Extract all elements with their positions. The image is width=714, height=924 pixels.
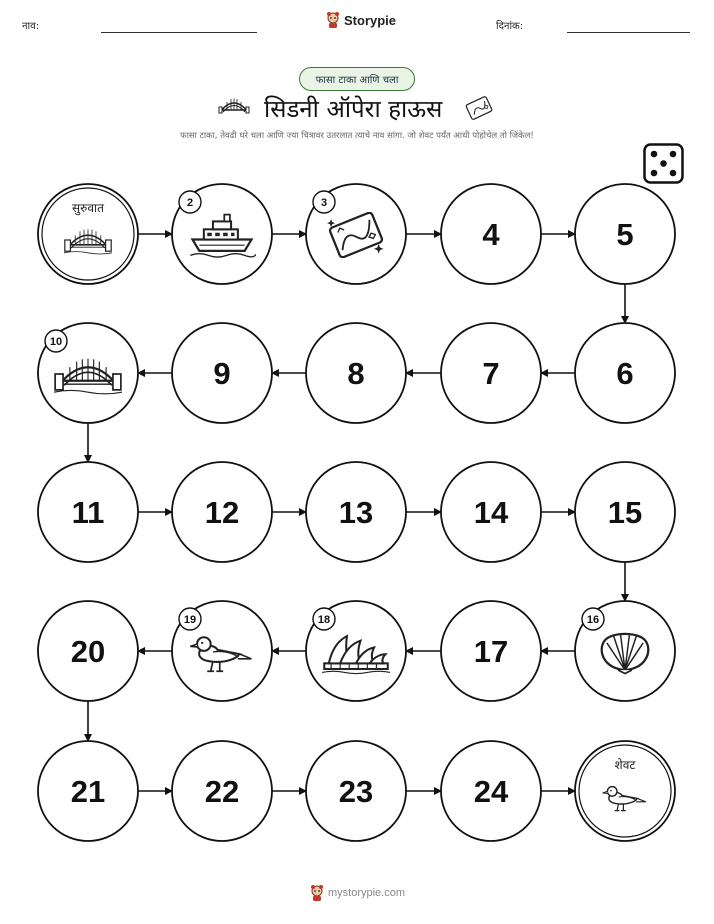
name-label: नाव: — [22, 21, 40, 32]
space-number: 12 — [204, 495, 240, 530]
board-space-22[interactable] — [172, 741, 272, 841]
footer-url[interactable]: mystorypie.com — [328, 887, 406, 899]
board-space-12[interactable] — [172, 462, 272, 562]
space-number: 17 — [473, 634, 509, 669]
board-space-3[interactable] — [306, 184, 406, 284]
space-number: 16 — [586, 614, 600, 626]
board-space-5[interactable] — [575, 184, 675, 284]
board-space-7[interactable] — [441, 323, 541, 423]
board-space-16[interactable] — [575, 601, 675, 701]
space-number: 4 — [482, 217, 500, 252]
board-space-18[interactable] — [306, 601, 406, 701]
board-space-13[interactable] — [306, 462, 406, 562]
board-space-9[interactable] — [172, 323, 272, 423]
board-space-25[interactable] — [575, 741, 675, 841]
space-number: 15 — [607, 495, 643, 530]
board-space-17[interactable] — [441, 601, 541, 701]
space-number: 22 — [204, 774, 240, 809]
space-number: 5 — [616, 217, 634, 252]
brand-name: Storypie — [344, 12, 397, 28]
board-space-11[interactable] — [38, 462, 138, 562]
board-space-8[interactable] — [306, 323, 406, 423]
space-number: 21 — [70, 774, 106, 809]
space-number: 9 — [213, 356, 231, 391]
footer — [310, 885, 405, 901]
space-number: 14 — [473, 495, 509, 530]
space-number: 18 — [317, 614, 331, 626]
space-number: 3 — [320, 197, 328, 209]
space-number: 11 — [71, 495, 105, 530]
board-space-21[interactable] — [38, 741, 138, 841]
board-space-14[interactable] — [441, 462, 541, 562]
finish-label: शेवट — [614, 758, 636, 772]
board-space-15[interactable] — [575, 462, 675, 562]
game-type-pill: फासा टाका आणि चला — [299, 67, 415, 91]
page-title: सिडनी ऑपेरा हाऊस — [264, 95, 443, 123]
space-number: 20 — [70, 634, 106, 669]
space-number: 23 — [338, 774, 374, 809]
board-space-1[interactable] — [38, 184, 138, 284]
board-space-20[interactable] — [38, 601, 138, 701]
space-number: 6 — [616, 356, 634, 391]
board-space-19[interactable] — [172, 601, 272, 701]
board-space-10[interactable] — [38, 323, 138, 423]
start-label: सुरुवात — [72, 201, 104, 215]
space-number: 2 — [186, 197, 194, 209]
instructions: फासा टाका, तेवढी घरे चला आणि ज्या चित्रावर उतरलात त्याचे नाव सांगा. जो शेवट पर्यंत आधी पोहोचेल तो जिंकेल! — [180, 131, 534, 141]
board-space-2[interactable] — [172, 184, 272, 284]
board-space-6[interactable] — [575, 323, 675, 423]
board-space-4[interactable] — [441, 184, 541, 284]
space-number: 7 — [482, 356, 500, 391]
space-number: 8 — [347, 356, 365, 391]
storypie-mascot-footer-icon — [310, 885, 324, 901]
space-number: 19 — [183, 614, 197, 626]
board-space-24[interactable] — [441, 741, 541, 841]
board-space-23[interactable] — [306, 741, 406, 841]
space-number: 13 — [338, 495, 374, 530]
space-number: 24 — [473, 774, 509, 809]
space-number: 10 — [49, 336, 63, 348]
date-label: दिनांक: — [496, 21, 524, 32]
space-circle — [575, 741, 675, 841]
